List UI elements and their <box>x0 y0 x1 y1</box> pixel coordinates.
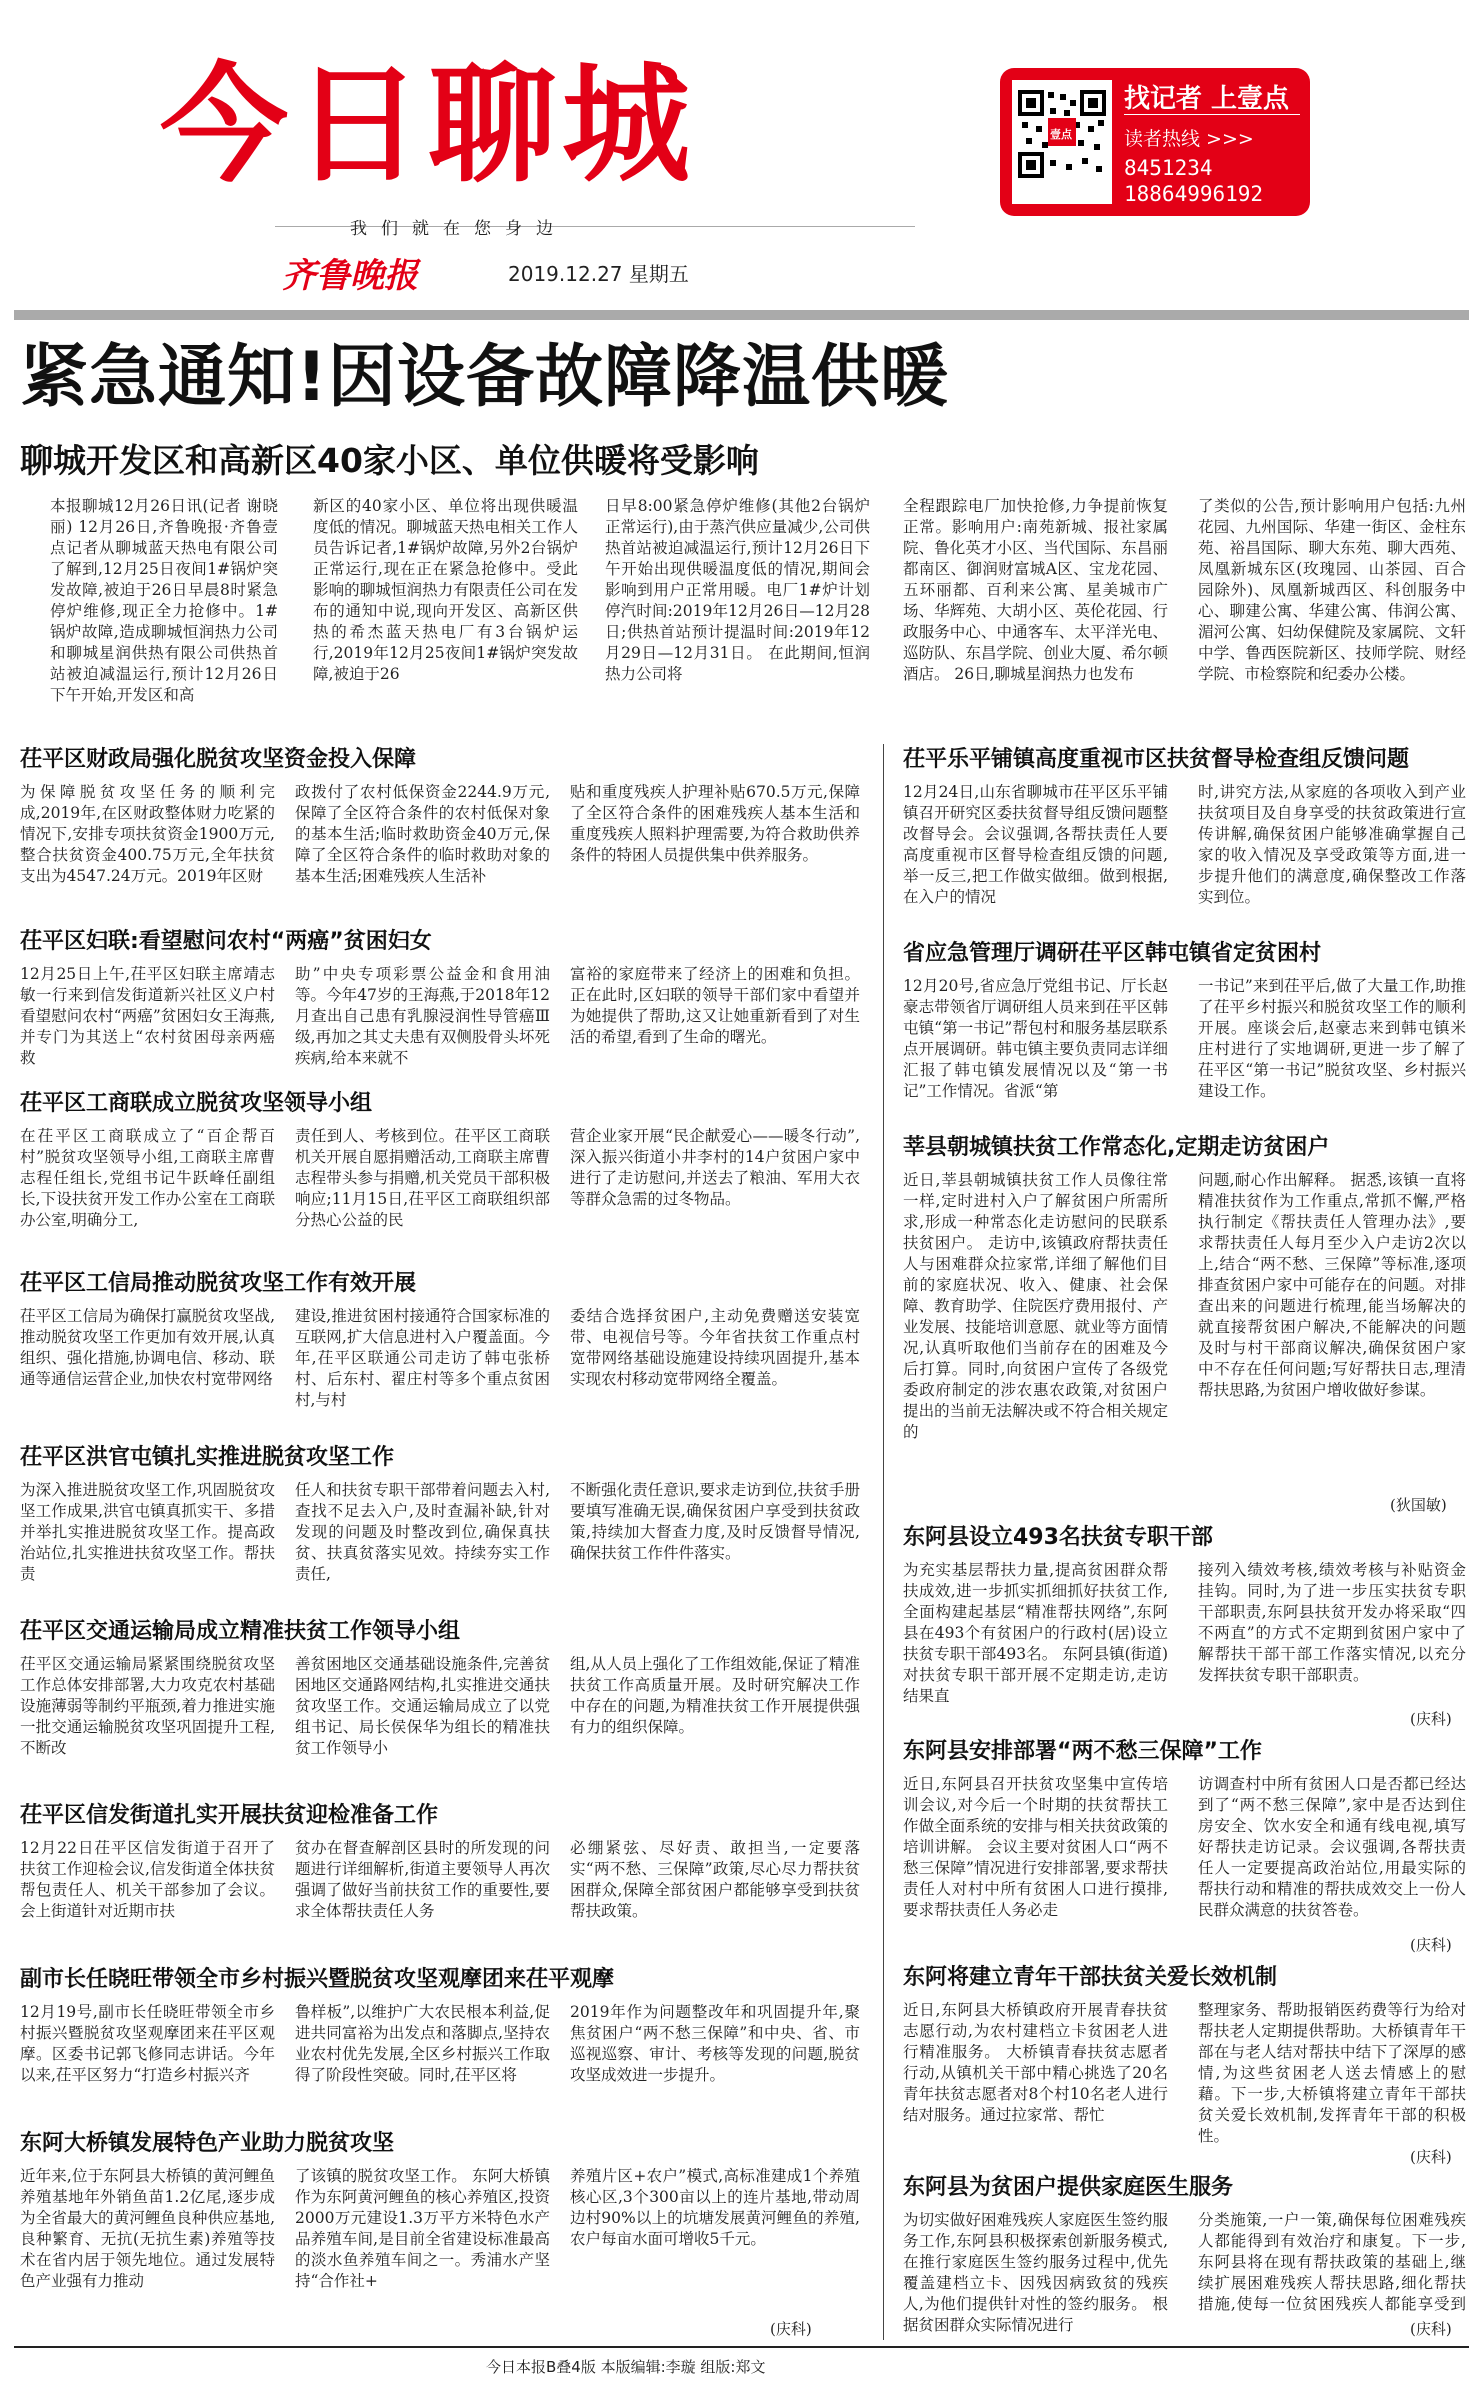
article-title: 茌平区信发街道扎实开展扶贫迎检准备工作 <box>20 1803 439 1828</box>
article-signature: (庆科) <box>1410 1710 1452 1728</box>
qr-code <box>1012 80 1112 204</box>
column-divider <box>883 744 884 2340</box>
article-col: 责任到人、考核到位。茌平区工商联机关开展自愿捐赠活动,工商联主席曹志程带头参与捐赠,机关党员干部积极响应;11月15日,茌平区工商联组织部分热心公益的民 <box>295 1127 550 1229</box>
article-col: 不断强化责任意识,要求走访到位,扶贫手册要填写准确无误,确保贫困户享受到扶贫政策,持续加大督查力度,及时反馈督导情况,确保扶贫工作件件落实。 <box>570 1481 860 1562</box>
lead-col-1: 本报聊城12月26日讯(记者 谢晓丽) 12月26日,齐鲁晚报·齐鲁壹点记者从聊城蓝天热电有限公司了解到,12月25日夜间1#锅炉突发故障,被迫于26日早晨8时紧急停炉维修,现正全力抢修中。1#锅炉故障,造成聊城恒润热力公司和聊城星润供热有限公司供热首站被迫减温运行,预计12月26日下午开始,开发区和高 <box>50 497 278 704</box>
article-col: 建设,推进贫困村接通符合国家标准的互联网,扩大信息进村入户覆盖面。今年,茌平区联通公司走访了韩屯张桥村、后东村、翟庄村等多个重点贫困村,与村 <box>295 1307 550 1409</box>
article-signature: (狄国敏) <box>1390 1496 1447 1514</box>
article-col: 营企业家开展“民企献爱心——暖冬行动”,深入振兴街道小井李村的14户贫困户家中进行了走访慰问,并送去了粮油、军用大衣等群众急需的过冬物品。 <box>570 1127 860 1208</box>
lead-col-2: 新区的40家小区、单位将出现供暖温度低的情况。聊城蓝天热电相关工作人员告诉记者,1#锅炉故障,另外2台锅炉正常运行,现在正在紧急抢修中。受此影响的聊城恒润热力有限责任公司在发布的通知中说,现向开发区、高新区供热的希杰蓝天热电厂有3台锅炉运行,2019年12月25夜间1#锅炉突发故障,被迫于26 <box>313 497 578 683</box>
article-col: 时,讲究方法,从家庭的各项收入到产业扶贫项目及自身享受的扶贫政策进行宣传讲解,确保贫困户能够准确掌握自己家的收入情况及享受政策等方面,进一步提升他们的满意度,确保整改工作落实到位。 <box>1198 783 1466 906</box>
article-col: 访调查村中所有贫困人口是否都已经达到了“两不愁三保障”,家中是否达到住房安全、饮水安全和通有线电视,填写好帮扶走访记录。会议强调,各帮扶责任人一定要提高政治站位,用最实际的帮扶行动和精准的帮扶成效交上一份人民群众满意的扶贫答卷。 <box>1198 1775 1466 1919</box>
article-col: 政拨付了农村低保资金2244.9万元,保障了全区符合条件的农村低保对象的基本生活;临时救助资金40万元,保障了全区符合条件的临时救助对象的基本生活;困难残疾人生活补 <box>295 783 550 885</box>
article-col: 养殖片区+农户”模式,高标准建成1个养殖核心区,3个300亩以上的连片基地,带动周边村90%以上的坑塘发展黄河鲤鱼的养殖,农户每亩水面可增收5千元。 <box>570 2167 860 2248</box>
article-col: 一书记”来到茌平后,做了大量工作,助推了茌平乡村振兴和脱贫攻坚工作的顺利开展。座谈会后,赵豪志来到韩屯镇米庄村进行了实地调研,更进一步了解了茌平区“第一书记”脱贫攻坚、乡村振兴建设工作。 <box>1198 977 1466 1100</box>
promo-title: 找记者 上壹点 <box>1124 84 1290 114</box>
article-col: 必绷紧弦、尽好责、敢担当,一定要落实“两不愁、三保障”政策,尽心尽力帮扶贫困群众,保障全部贫困户都能够享受到扶贫帮扶政策。 <box>570 1839 860 1920</box>
article-col: 富裕的家庭带来了经济上的困难和负担。正在此时,区妇联的领导干部们家中看望并为她提供了帮助,这又让她重新看到了对生活的希望,看到了生命的曙光。 <box>570 965 860 1046</box>
article-title: 茌平区妇联:看望慰问农村“两癌”贫困妇女 <box>20 929 432 954</box>
article-col: 助”中央专项彩票公益金和食用油等。今年47岁的王海燕,于2018年12月查出自己患有乳腺浸润性导管癌Ⅲ级,再加之其丈夫患有双侧股骨头坏死疾病,给本来就不 <box>295 965 550 1067</box>
qr-label: 壹点 <box>1050 128 1072 141</box>
article-title: 东阿县安排部署“两不愁三保障”工作 <box>903 1739 1262 1764</box>
article-col: 12月22日茌平区信发街道于召开了扶贫工作迎检会议,信发街道全体扶贫帮包责任人、机关干部参加了会议。会上街道针对近期市扶 <box>20 1839 275 1920</box>
article-title: 茌平区财政局强化脱贫攻坚资金投入保障 <box>20 747 417 772</box>
hotline-phone-2: 18864996192 <box>1124 182 1264 206</box>
article-title: 茌平区洪官屯镇扎实推进脱贫攻坚工作 <box>20 1445 395 1470</box>
reader-hotline-box <box>1000 68 1310 216</box>
lead-subhead: 聊城开发区和高新区40家小区、单位供暖将受影响 <box>20 441 759 480</box>
masthead-slogan: 我们就在您身边 <box>350 219 567 239</box>
article-col: 贴和重度残疾人护理补贴670.5万元,保障了全区符合条件的困难残疾人基本生活和重度残疾人照料护理需要,为符合救助供养条件的特困人员提供集中供养服务。 <box>570 783 860 864</box>
article-col: 近日,莘县朝城镇扶贫工作人员像往常一样,定时进村入户了解贫困户所需所求,形成一种常态化走访慰问的民联系扶贫困户。 走访中,该镇政府帮扶责任人与困难群众拉家常,详细了解他们目前的家庭状况、收入、健康、社会保障、教育助学、住院医疗费用报付、产业发展、技能培训意愿、就业等方面情况,认真听取他们当前存在的困难及今后打算。同时,向贫困户宣传了各级党委政府制定的涉农惠农政策,对贫困户提出的当前无法解决或不符合相关规定的 <box>903 1171 1168 1441</box>
article-col: 12月24日,山东省聊城市茌平区乐平铺镇召开研究区委扶贫督导组反馈问题整改督导会。会议强调,各帮扶责任人要高度重视市区督导检查组反馈的问题,举一反三,把工作做实做细。做到根据,在入户的情况 <box>903 783 1168 906</box>
hotline-label: 读者热线 >>> <box>1124 128 1254 150</box>
article-title: 东阿县为贫困户提供家庭医生服务 <box>903 2175 1234 2200</box>
article-title: 莘县朝城镇扶贫工作常态化,定期走访贫困户 <box>903 1135 1330 1160</box>
lead-headline: 紧急通知!因设备故障降温供暖 <box>20 338 950 417</box>
article-col: 委结合选择贫困户,主动免费赠送安装宽带、电视信号等。今年省扶贫工作重点村宽带网络基础设施建设持续巩固提升,基本实现农村移动宽带网络全覆盖。 <box>570 1307 860 1388</box>
article-title: 茌平乐平铺镇高度重视市区扶贫督导检查组反馈问题 <box>903 747 1410 772</box>
article-col: 近年来,位于东阿县大桥镇的黄河鲤鱼养殖基地年外销鱼苗1.2亿尾,逐步成为全省最大的黄河鲤鱼良种供应基地,良种繁育、无抗(无抗生素)养殖等技术在省内居于领先地位。通过发展特色产业强有力推动 <box>20 2167 275 2290</box>
article-col: 贫办在督查解剖区县时的所发现的问题进行详细解析,街道主要领导人再次强调了做好当前扶贫工作的重要性,要求全体帮扶责任人务 <box>295 1839 550 1920</box>
lead-col-5: 了类似的公告,预计影响用户包括:九州花园、九州国际、华建一街区、金柱东苑、裕昌国际、聊大东苑、聊大西苑、凤凰新城东区(玫瑰园、山茶园、百合园除外)、凤凰新城西区、科创服务中心、聊建公寓、华建公寓、伟润公寓、湄河公寓、妇幼保健院及家属院、文轩中学、鲁西医院新区、技师学院、财经学院、市检察院和纪委办公楼。 <box>1198 497 1466 683</box>
article-col: 近日,东阿县召开扶贫攻坚集中宣传培训会议,对今后一个时期的扶贫帮扶工作做全面系统的安排与相关扶贫政策的培训讲解。 会议主要对贫困人口“两不愁三保障”情况进行安排部署,要求帮扶责任人对村中所有贫困人口进行摸排,要求帮扶责任人务必走 <box>903 1775 1168 1919</box>
lead-col-4: 全程跟踪电厂加快抢修,力争提前恢复正常。影响用户:南苑新城、报社家属院、鲁化英才小区、当代国际、东昌丽都南区、御润财富城A区、宝龙花园、五环丽都、百利来公寓、星美城市广场、华辉苑、大胡小区、英伦花园、行政服务中心、中通客车、太平洋光电、巡防队、东昌学院、创业大厦、希尔顿酒店。 26日,聊城星润热力也发布 <box>903 497 1168 683</box>
article-title: 茌平区工信局推动脱贫攻坚工作有效开展 <box>20 1271 417 1296</box>
article-col: 接列入绩效考核,绩效考核与补贴资金挂钩。同时,为了进一步压实扶贫专职干部职责,东阿县扶贫开发办将采取“四不两直”的方式不定期到贫困户家中了解帮扶干部干部工作落实情况,以充分发挥扶贫专职干部职责。 <box>1198 1561 1466 1684</box>
article-col: 分类施策,一户一策,确保每位困难残疾人都能得到有效治疗和康复。下一步,东阿县将在现有帮扶政策的基础上,继续扩展困难残疾人帮扶思路,细化帮扶措施,使每一位贫困残疾人都能享受到 <box>1198 2211 1466 2313</box>
brand-logo: 齐鲁晚报 <box>282 256 418 296</box>
article-col: 为深入推进脱贫攻坚工作,巩固脱贫攻坚工作成果,洪官屯镇真抓实干、多措并举扎实推进脱贫攻坚工作。提高政治站位,扎实推进扶贫攻坚工作。帮扶责 <box>20 1481 275 1583</box>
article-signature: (庆科) <box>1410 2320 1452 2338</box>
article-col: 任人和扶贫专职干部带着问题去入村,查找不足去入户,及时查漏补缺,针对发现的问题及时整改到位,确保真扶贫、扶真贫落实见效。持续夯实工作责任, <box>295 1481 550 1583</box>
article-col: 了该镇的脱贫攻坚工作。 东阿大桥镇作为东阿黄河鲤鱼的核心养殖区,投资2000万元建设1.3万平方米特色水产品养殖车间,是目前全省建设标准最高的淡水鱼养殖车间之一。秀浦水产坚持“合作社+ <box>295 2167 550 2290</box>
article-col: 12月20号,省应急厅党组书记、厅长赵豪志带领省厅调研组人员来到茌平区韩屯镇“第一书记”帮包村和服务基层联系点开展调研。韩屯镇主要负责同志详细汇报了韩屯镇发展情况以及“第一书记”工作情况。省派“第 <box>903 977 1168 1100</box>
article-title: 东阿将建立青年干部扶贫关爱长效机制 <box>903 1965 1278 1990</box>
article-col: 为保障脱贫攻坚任务的顺利完成,2019年,在区财政整体财力吃紧的情况下,安排专项扶贫资金1900万元,整合扶贫资金400.75万元,全年扶贫支出为4547.24万元。2019年区财 <box>20 783 275 885</box>
article-col: 茌平区交通运输局紧紧围绕脱贫攻坚工作总体安排部署,大力攻克农村基础设施薄弱等制约平瓶颈,着力推进实施一批交通运输脱贫攻坚巩固提升工程,不断改 <box>20 1655 275 1757</box>
article-col: 近日,东阿县大桥镇政府开展青春扶贫志愿行动,为农村建档立卡贫困老人进行精准服务。 大桥镇青春扶贫志愿者行动,从镇机关干部中精心挑选了20名青年扶贫志愿者对8个村10名老人进行结对服务。通过拉家常、帮忙 <box>903 2001 1168 2124</box>
article-col: 为切实做好困难残疾人家庭医生签约服务工作,东阿县积极探索创新服务模式,在推行家庭医生签约服务过程中,优先覆盖建档立卡、因残因病致贫的残疾人,为他们提供针对性的签约服务。 根据贫困群众实际情况进行 <box>903 2211 1168 2334</box>
lead-col-3: 日早8:00紧急停炉维修(其他2台锅炉正常运行),由于蒸汽供应量减少,公司供热首站被迫减温运行,预计12月26日下午开始出现供暖温度低的情况,期间会影响到用户正常用暖。电厂1#炉计划停汽时间:2019年12月26日—12月28日;供热首站预计提温时间:2019年12月29日—12月31日。 在此期间,恒润热力公司将 <box>605 497 870 683</box>
article-title: 省应急管理厅调研茌平区韩屯镇省定贫困村 <box>903 941 1322 966</box>
article-title: 东阿大桥镇发展特色产业助力脱贫攻坚 <box>20 2131 395 2156</box>
issue-date: 2019.12.27 星期五 <box>508 262 689 286</box>
article-title: 茌平区交通运输局成立精准扶贫工作领导小组 <box>20 1619 461 1644</box>
footer-rule <box>14 2346 1469 2348</box>
article-col: 组,从人员上强化了工作组效能,保证了精准扶贫工作高质量开展。及时研究解决工作中存在的问题,为精准扶贫工作开展提供强有力的组织保障。 <box>570 1655 860 1736</box>
footer-credits: 今日本报B叠4版 本版编辑:李璇 组版:郑文 <box>486 2358 766 2376</box>
masthead-bar <box>14 310 1469 320</box>
article-title: 茌平区工商联成立脱贫攻坚领导小组 <box>20 1091 373 1116</box>
article-title: 副市长任晓旺带领全市乡村振兴暨脱贫攻坚观摩团来茌平观摩 <box>20 1967 615 1992</box>
article-col: 茌平区工信局为确保打赢脱贫攻坚战,推动脱贫攻坚工作更加有效开展,认真组织、强化措施,协调电信、移动、联通等通信运营企业,加快农村宽带网络 <box>20 1307 275 1388</box>
article-signature: (庆科) <box>770 2320 812 2338</box>
article-col: 善贫困地区交通基础设施条件,完善贫困地区交通路网结构,扎实推进交通扶贫攻坚工作。交通运输局成立了以党组书记、局长侯保华为组长的精准扶贫工作领导小 <box>295 1655 550 1757</box>
masthead-title: 今日聊城 <box>160 51 697 200</box>
promo-divider <box>1124 114 1300 115</box>
article-signature: (庆科) <box>1410 2148 1452 2166</box>
article-title: 东阿县设立493名扶贫专职干部 <box>903 1525 1213 1550</box>
article-col: 在茌平区工商联成立了“百企帮百村”脱贫攻坚领导小组,工商联主席曹志程任组长,党组书记牛跃峰任副组长,下设扶贫开发工作办公室在工商联办公室,明确分工, <box>20 1127 275 1229</box>
hotline-phone-1: 8451234 <box>1124 156 1213 180</box>
article-col: 2019年作为问题整改年和巩固提升年,聚焦贫困户“两不愁三保障”和中央、省、市巡视巡察、审计、考核等发现的问题,脱贫攻坚成效进一步提升。 <box>570 2003 860 2084</box>
article-col: 12月19号,副市长任晓旺带领全市乡村振兴暨脱贫攻坚观摩团来茌平区观摩。区委书记郭飞修同志讲话。今年以来,茌平区努力“打造乡村振兴齐 <box>20 2003 275 2084</box>
article-col: 鲁样板”,以维护广大农民根本利益,促进共同富裕为出发点和落脚点,坚持农业农村优先发展,全区乡村振兴工作取得了阶段性突破。同时,茌平区将 <box>295 2003 550 2084</box>
article-signature: (庆科) <box>1410 1936 1452 1954</box>
article-col: 为充实基层帮扶力量,提高贫困群众帮扶成效,进一步抓实抓细抓好扶贫工作,全面构建起基层“精准帮扶网络”,东阿县在493个有贫困户的行政村(居)设立扶贫专职干部493名。 东阿县镇(街道)对扶贫专职干部开展不定期走访,走访结果直 <box>903 1561 1168 1705</box>
article-col: 12月25日上午,茌平区妇联主席靖志敏一行来到信发街道新兴社区义户村看望慰问农村“两癌”贫困妇女王海燕,并专门为其送上“农村贫困母亲两癌救 <box>20 965 275 1067</box>
article-col: 问题,耐心作出解释。 据悉,该镇一直将精准扶贫作为工作重点,常抓不懈,严格执行制定《帮扶责任人管理办法》,要求帮扶责任人每月至少入户走访2次以上,结合“两不愁、三保障”等标准,逐项排查贫困户家中可能存在的问题。对排查出来的问题进行梳理,能当场解决的就直接帮贫困户解决,不能解决的问题及时与村干部商议解决,确保贫困户家中不存在任何问题;写好帮扶日志,理清帮扶思路,为贫困户增收做好参谋。 <box>1198 1171 1466 1399</box>
article-col: 整理家务、帮助报销医药费等行为给对帮扶老人定期提供帮助。大桥镇青年干部在与老人结对帮扶中结下了深厚的感情,为这些贫困老人送去情感上的慰藉。下一步,大桥镇将建立青年干部扶贫关爱长效机制,发挥青年干部的积极性。 <box>1198 2001 1466 2144</box>
